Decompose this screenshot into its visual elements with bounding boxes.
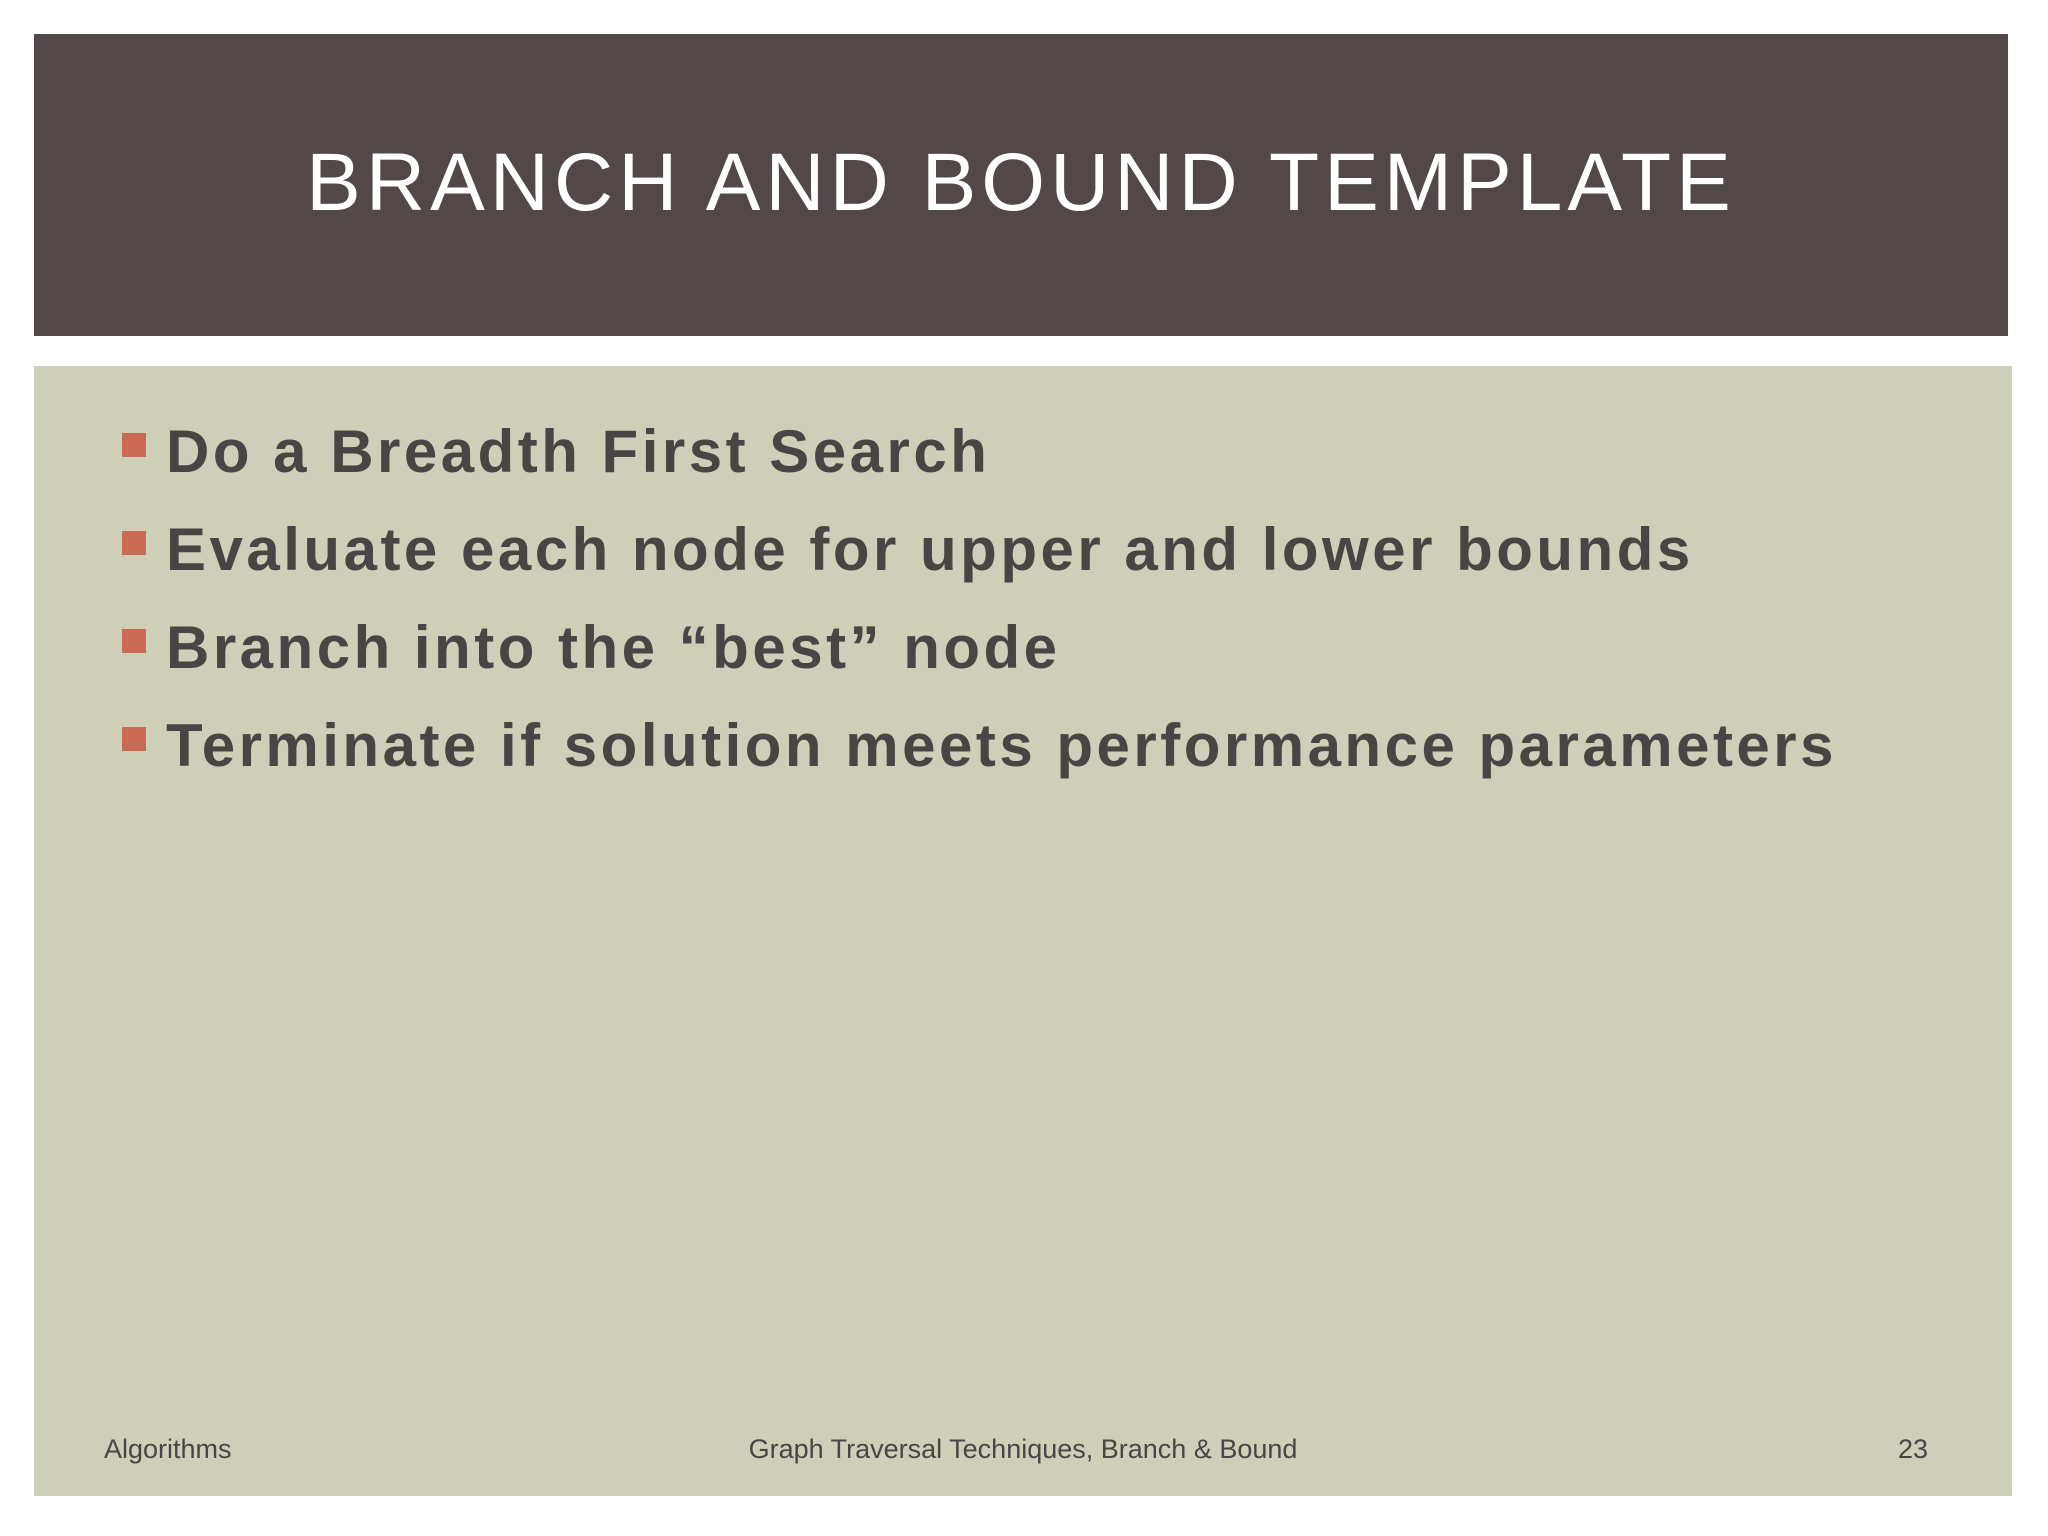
square-bullet-icon [122,433,146,457]
page-number: 23 [1897,1434,1928,1464]
square-bullet-icon [122,629,146,653]
title-bar [34,34,2008,336]
bullet-item [122,500,1837,598]
content-area [34,366,2012,1496]
bullet-item [122,402,1837,500]
bullet-item [122,696,1837,794]
footer-topic-label: Graph Traversal Techniques, Branch & Bound [748,1434,1298,1464]
bullet-text: Branch into the “best” node [166,613,1061,681]
bullet-text: Terminate if solution meets performance parameters [166,711,1838,779]
bullet-text: Evaluate each node for upper and lower bounds [166,515,1694,583]
square-bullet-icon [122,531,146,555]
slide-title: BRANCH AND BOUND TEMPLATE [306,137,1736,228]
bullet-item [122,598,1837,696]
bullet-text: Do a Breadth First Search [166,417,991,485]
bullet-list [122,402,1837,794]
square-bullet-icon [122,727,146,751]
footer-course-label: Algorithms [104,1434,232,1464]
slide-footer [34,1434,2012,1474]
